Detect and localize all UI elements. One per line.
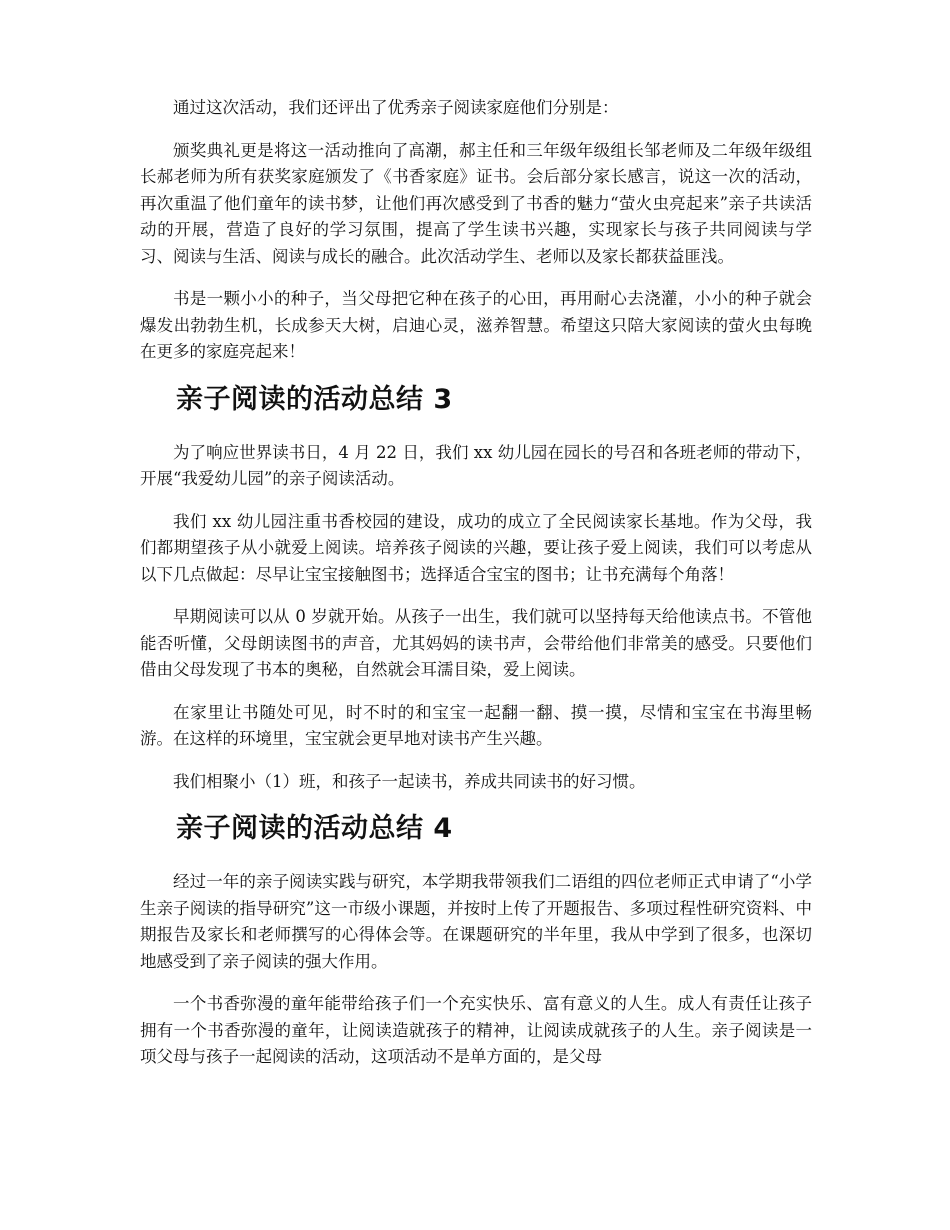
section-heading: 亲子阅读的活动总结 3 — [176, 383, 453, 415]
paragraph: 早期阅读可以从 0 岁就开始。从孩子一出生，我们就可以坚持每天给他读点书。不管他能否听懂，父母朗读图书的声音，尤其妈妈的读书声，会带给他们非常美的感受。只要他们借由父母发现了书本的奥秘，自然就会耳濡目染，爱上阅读。 — [140, 607, 812, 679]
paragraph: 在家里让书随处可见，时不时的和宝宝一起翻一翻、摸一摸，尽情和宝宝在书海里畅游。在这样的环境里，宝宝就会更早地对读书产生兴趣。 — [140, 702, 812, 748]
paragraph: 书是一颗小小的种子，当父母把它种在孩子的心田，再用耐心去浇灌，小小的种子就会爆发出勃勃生机，长成参天大树，启迪心灵，滋养智慧。希望这只陪大家阅读的萤火虫每晚在更多的家庭亮起来！ — [140, 289, 812, 361]
paragraph: 为了响应世界读书日，4 月 22 日，我们 xx 幼儿园在园长的号召和各班老师的带动下，开展“我爱幼儿园”的亲子阅读活动。 — [140, 442, 812, 488]
paragraph: 颁奖典礼更是将这一活动推向了高潮，郝主任和三年级年级组长邹老师及二年级年级组长郝老师为所有获奖家庭颁发了《书香家庭》证书。会后部分家长感言，说这一次的活动，再次重温了他们童年的读书梦，让他们再次感受到了书香的魅力“萤火虫亮起来”亲子共读活动的开展，营造了良好的学习氛围，提高了学生读书兴趣，实现家长与孩子共同阅读与学习、阅读与生活、阅读与成长的融合。此次活动学生、老师以及家长都获益匪浅。 — [140, 140, 812, 266]
paragraph: 我们相聚小（1）班，和孩子一起读书，养成共同读书的好习惯。 — [173, 771, 646, 791]
paragraph: 经过一年的亲子阅读实践与研究，本学期我带领我们二语组的四位老师正式申请了“小学生亲子阅读的指导研究”这一市级小课题，并按时上传了开题报告、多项过程性研究资料、中期报告及家长和老师撰写的心得体会等。在课题研究的半年里，我从中学到了很多，也深切地感受到了亲子阅读的强大作用。 — [140, 872, 812, 971]
document-page — [140, 95, 812, 1087]
paragraph: 我们 xx 幼儿园注重书香校园的建设，成功的成立了全民阅读家长基地。作为父母，我们都期望孩子从小就爱上阅读。培养孩子阅读的兴趣，要让孩子爱上阅读，我们可以考虑从以下几点做起：尽早让宝宝接触图书；选择适合宝宝的图书；让书充满每个角落！ — [140, 511, 812, 584]
paragraph: 通过这次活动，我们还评出了优秀亲子阅读家庭他们分别是： — [173, 98, 619, 117]
section-heading: 亲子阅读的活动总结 4 — [176, 813, 453, 844]
paragraph: 一个书香弥漫的童年能带给孩子们一个充实快乐、富有意义的人生。成人有责任让孩子拥有一个书香弥漫的童年，让阅读造就孩子的精神，让阅读成就孩子的人生。亲子阅读是一项父母与孩子一起阅读的活动，这项活动不是单方面的，是父母 — [140, 994, 812, 1066]
